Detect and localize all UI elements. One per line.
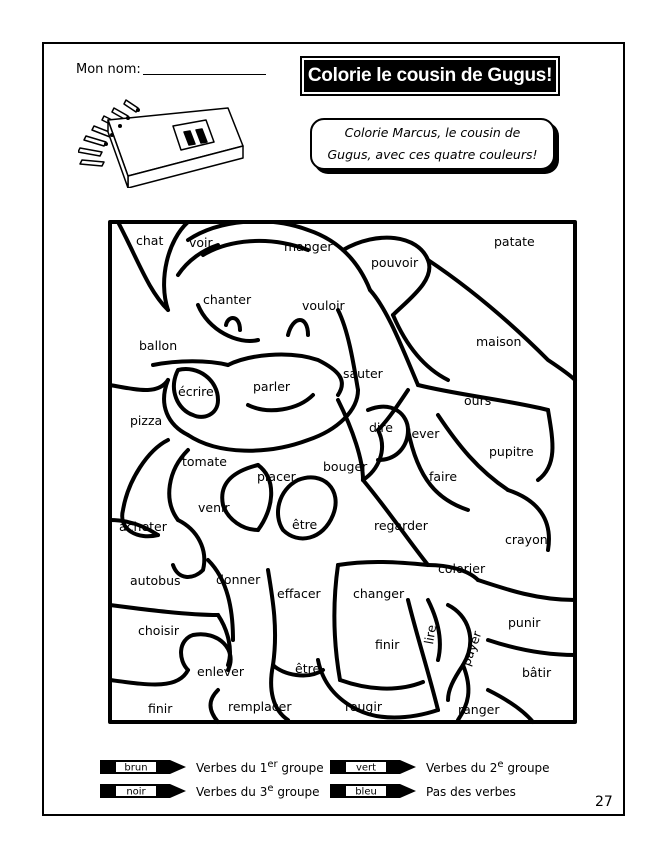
puzzle-word: enlever xyxy=(197,664,245,679)
puzzle-word: punir xyxy=(508,615,541,630)
legend-color-name: vert xyxy=(355,762,377,774)
puzzle-word: bâtir xyxy=(522,665,552,680)
puzzle-word: faire xyxy=(429,469,458,484)
puzzle-word: patate xyxy=(494,234,535,249)
legend-item xyxy=(98,782,320,800)
puzzle-word: venir xyxy=(198,500,230,515)
puzzle-word: pupitre xyxy=(489,444,534,459)
puzzle-word: écrire xyxy=(178,384,214,399)
legend-label: Verbes du 1er groupe xyxy=(196,759,324,775)
legend-label: Pas des verbes xyxy=(426,785,516,799)
puzzle-word: donner xyxy=(216,572,261,587)
puzzle-word: placer xyxy=(257,469,296,484)
puzzle-word: ranger xyxy=(458,702,500,717)
puzzle-word: voir xyxy=(189,235,213,250)
puzzle-word: autobus xyxy=(130,573,181,588)
puzzle-word: lever xyxy=(408,426,440,441)
crayon-icon xyxy=(328,782,418,800)
legend-item xyxy=(328,782,516,800)
puzzle-word: dire xyxy=(369,420,393,435)
puzzle-word: sauter xyxy=(343,366,383,381)
puzzle-word: parler xyxy=(253,379,291,394)
puzzle-word: manger xyxy=(284,239,333,254)
crayon-icon xyxy=(98,758,188,776)
puzzle-word: regarder xyxy=(374,518,428,533)
puzzle-word: finir xyxy=(148,701,173,716)
puzzle-word: changer xyxy=(353,586,405,601)
puzzle-word: bouger xyxy=(323,459,368,474)
puzzle-word: vouloir xyxy=(302,298,345,313)
legend-color-name: brun xyxy=(124,762,148,774)
puzzle-word: être xyxy=(292,517,318,532)
puzzle-word: effacer xyxy=(277,586,321,601)
crayon-icon xyxy=(98,782,188,800)
puzzle-word: crayon xyxy=(505,532,548,547)
puzzle-word: ours xyxy=(464,393,492,408)
legend-label: Verbes du 3e groupe xyxy=(196,783,320,799)
puzzle-word: pizza xyxy=(130,413,163,428)
puzzle-word: tomate xyxy=(182,454,227,469)
name-label: Mon nom: xyxy=(76,62,141,77)
puzzle-word: lire xyxy=(421,623,440,646)
instruction-box xyxy=(310,118,555,170)
puzzle-word: ballon xyxy=(139,338,178,353)
puzzle-word: chat xyxy=(136,233,164,248)
legend-item xyxy=(328,758,550,776)
puzzle-word: finir xyxy=(375,637,400,652)
puzzle-word: rougir xyxy=(345,699,382,714)
puzzle-word: colorier xyxy=(438,561,486,576)
puzzle-word: remplacer xyxy=(228,699,292,714)
name-line xyxy=(143,74,266,75)
legend-item xyxy=(98,758,324,776)
puzzle-word: pouvoir xyxy=(371,255,419,270)
instruction-line-2: Gugus, avec ces quatre couleurs! xyxy=(327,147,538,162)
puzzle-word: chanter xyxy=(203,292,252,307)
legend-color-name: bleu xyxy=(355,786,377,798)
legend-color-name: noir xyxy=(126,786,146,798)
puzzle-word: choisir xyxy=(138,623,180,638)
puzzle-word: être xyxy=(295,661,321,676)
instruction-line-1: Colorie Marcus, le cousin de xyxy=(344,125,521,140)
page-title: Colorie le cousin de Gugus! xyxy=(304,60,556,92)
page-number: 27 xyxy=(595,794,613,810)
puzzle-word: maison xyxy=(476,334,522,349)
crayon-icon xyxy=(328,758,418,776)
legend-label: Verbes du 2e groupe xyxy=(426,759,550,775)
puzzle-word: acheter xyxy=(119,519,167,534)
title-box xyxy=(300,56,560,96)
crayon-box-icon xyxy=(78,98,253,188)
puzzle-word: payer xyxy=(458,628,485,668)
